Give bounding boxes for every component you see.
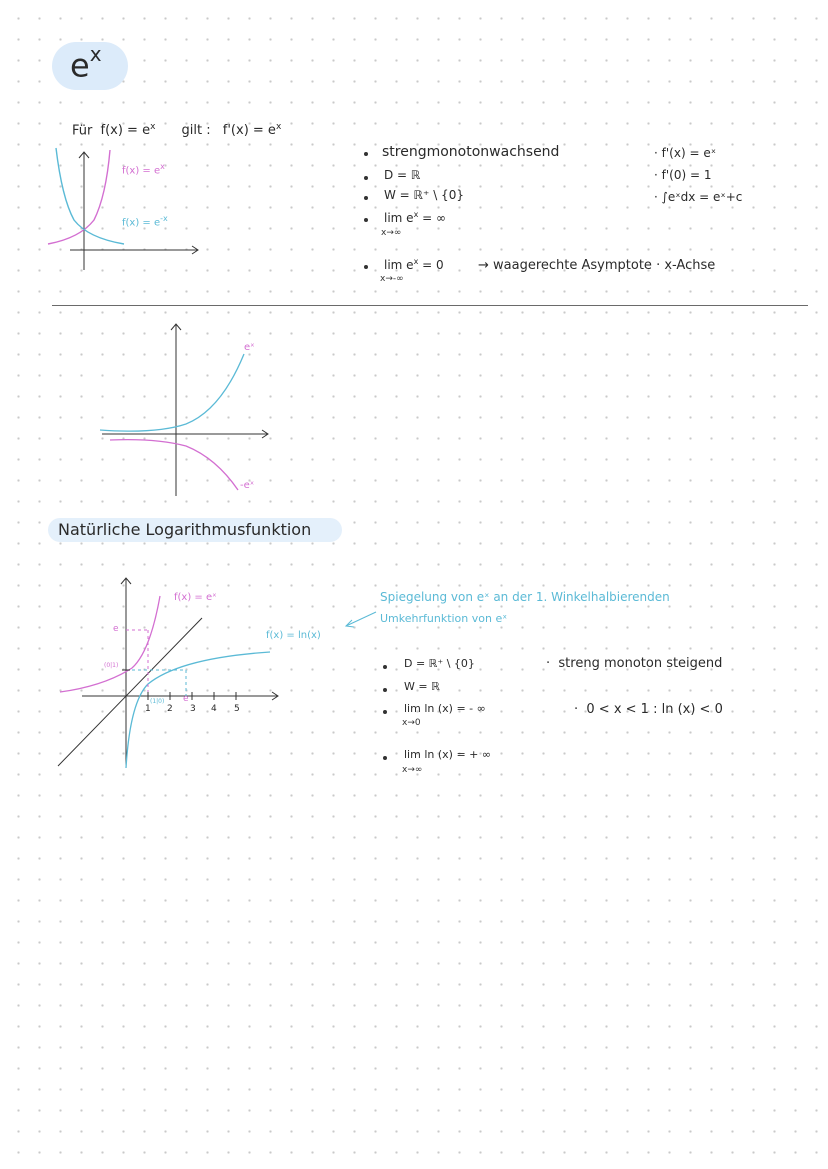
bullet: [364, 218, 368, 222]
ln-note-monotonic: · streng monoton steigend: [546, 656, 723, 671]
graph2-label-ex: eˣ: [244, 342, 255, 353]
intro-fx: f(x) = e: [100, 123, 151, 139]
prop-limit-inf: $\lim e^x$ = ∞: [384, 210, 446, 225]
bullet: [364, 152, 368, 156]
point-10-label: (1|0): [150, 698, 165, 705]
graph1-label-emx: $f(x) = e^{-x}$: [122, 214, 168, 229]
ln-prop-domain: D = ℝ⁺ \ {0}: [404, 657, 475, 670]
intro-prefix: Für: [72, 123, 93, 139]
ln-prop-range: W = ℝ: [404, 680, 440, 693]
tick-label: 2: [167, 704, 173, 714]
bullet: [383, 665, 387, 669]
point-01-label: (0|1): [104, 662, 119, 669]
axis-e-label: e: [113, 624, 119, 634]
bullet: [383, 756, 387, 760]
prop-limit-neg-inf: $\lim e^x = 0$: [384, 257, 444, 272]
graph-exp-mirror: [40, 140, 210, 280]
section-divider: [52, 305, 808, 306]
bullet: [364, 265, 368, 269]
graph3-label-ex: f(x) = eˣ: [174, 592, 217, 603]
prop-limit-inf-sub: x→∞: [381, 228, 402, 238]
ln-prop-limit-zero: lim ln (x) = - ∞: [404, 702, 486, 715]
graph3-label-ln: f(x) = ln(x): [266, 630, 321, 641]
tick-label: 1: [145, 704, 151, 714]
graph2-label-mex: -eˣ: [240, 480, 255, 491]
intro-line: [72, 122, 281, 138]
prop-domain: D = ℝ: [384, 168, 421, 182]
tick-label: e: [183, 694, 189, 704]
right-list-item: · ∫eˣdx = eˣ+c: [654, 190, 743, 204]
graph-exp-neg: [96, 318, 286, 498]
page-title: $e^x$: [70, 42, 102, 85]
ln-heading: Natürliche Logarithmusfunktion: [58, 520, 312, 539]
intro-gilt: gilt :: [181, 123, 211, 139]
bullet: [364, 196, 368, 200]
ln-note-negative: · 0 < x < 1 : ln (x) < 0: [574, 702, 723, 717]
tick-label: 4: [211, 704, 217, 714]
prop-limit-neg-inf-sub: x→-∞: [380, 274, 404, 284]
graph-ln: [52, 572, 292, 772]
prop-range: W = ℝ⁺ \ {0}: [384, 188, 464, 202]
bullet: [383, 688, 387, 692]
ln-prop-limit-inf: lim ln (x) = + ∞: [404, 748, 492, 761]
tick-label: 3: [190, 704, 196, 714]
ln-prop-limit-zero-sub: x→0: [402, 718, 421, 728]
bullet: [364, 176, 368, 180]
intro-fx-exp: x: [150, 122, 156, 132]
intro-deriv-exp: x: [275, 122, 282, 132]
ln-prop-limit-inf-sub: x→∞: [402, 765, 423, 775]
bullet: [383, 710, 387, 714]
asymptote-note: → waagerechte Asymptote · x-Achse: [478, 258, 716, 273]
right-list-item: · f'(0) = 1: [654, 168, 712, 182]
note-reflection: Spiegelung von eˣ an der 1. Winkelhalbierenden: [380, 590, 670, 604]
prop-monotonic: strengmonotonwachsend: [382, 144, 560, 160]
note-arrow: [340, 608, 380, 632]
graph1-label-ex: $f(x) = e^x$: [122, 162, 165, 177]
tick-label: 5: [234, 704, 240, 714]
note-inverse: Umkehrfunktion von eˣ: [380, 612, 508, 625]
right-list-item: · f'(x) = eˣ: [654, 146, 717, 160]
intro-deriv: f'(x) = e: [222, 123, 276, 139]
